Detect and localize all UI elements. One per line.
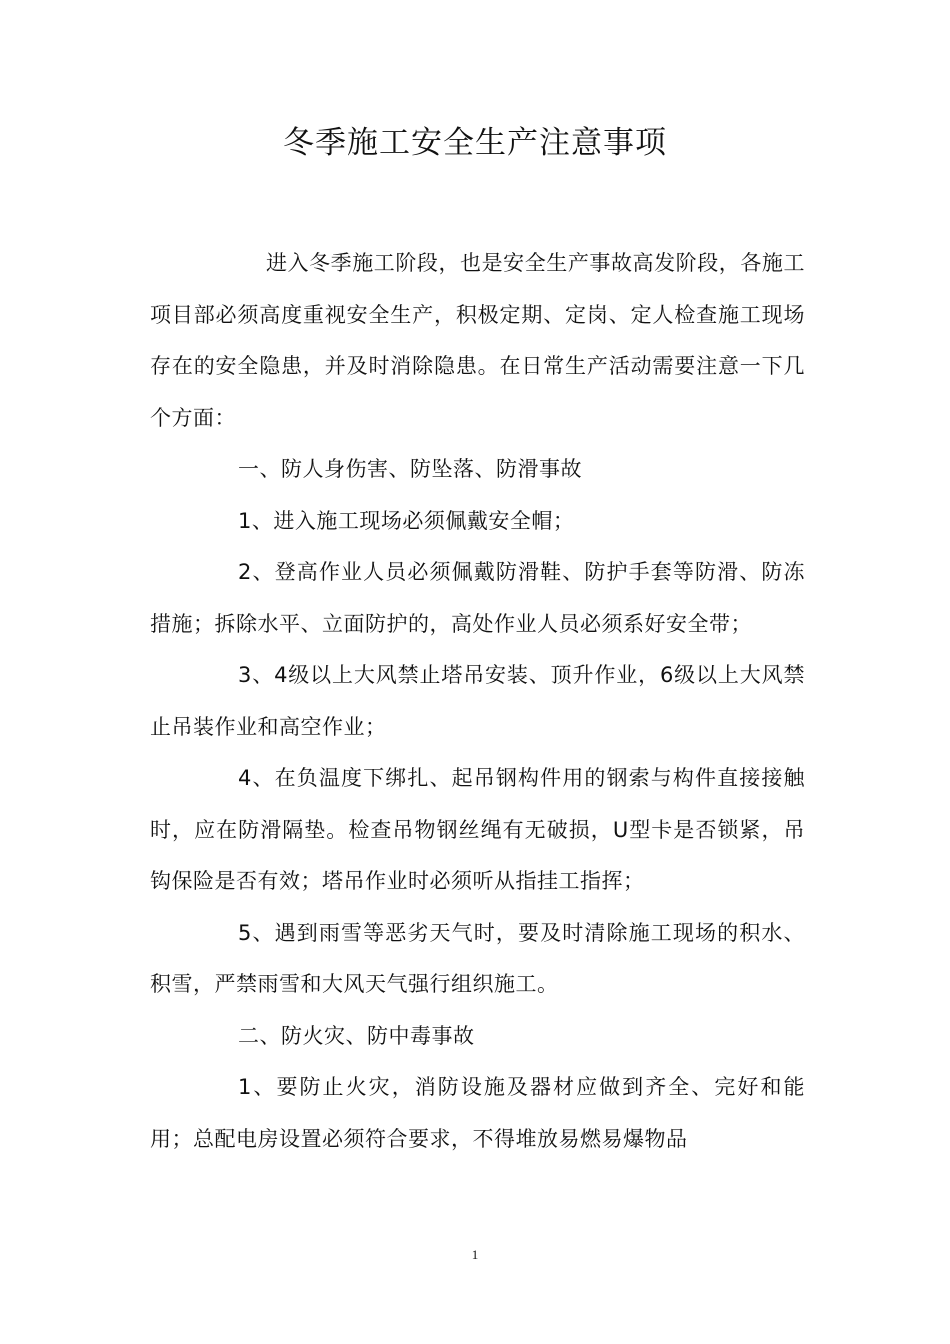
list-item-2-1: 1、要防止火灾，消防设施及器材应做到齐全、完好和能用；总配电房设置必须符合要求，不得堆放易燃易爆物品 (150, 1075, 805, 1151)
section-heading-1: 一、防人身伤害、防坠落、防滑事故 (238, 457, 582, 481)
document-body (150, 238, 805, 1165)
page-number: 1 (471, 1247, 479, 1262)
list-item-1-1: 1、进入施工现场必须佩戴安全帽； (238, 508, 575, 533)
list-item-1-3: 3、4级以上大风禁止塔吊安装、顶升作业，6级以上大风禁止吊装作业和高空作业； (150, 663, 805, 739)
list-item-1-2: 2、登高作业人员必须佩戴防滑鞋、防护手套等防滑、防冻措施；拆除水平、立面防护的，高处作业人员必须系好安全带； (150, 560, 805, 636)
list-item-1-5: 5、遇到雨雪等恶劣天气时，要及时清除施工现场的积水、积雪，严禁雨雪和大风天气强行组织施工。 (150, 920, 805, 996)
list-item-1-4: 4、在负温度下绑扎、起吊钢构件用的钢索与构件直接接触时，应在防滑隔垫。检查吊物钢丝绳有无破损，U型卡是否锁紧，吊钩保险是否有效；塔吊作业时必须听从指挂工指挥； (150, 766, 805, 893)
intro-paragraph: 进入冬季施工阶段，也是安全生产事故高发阶段，各施工项目部必须高度重视安全生产，积极定期、定岗、定人检查施工现场存在的安全隐患，并及时消除隐患。在日常生产活动需要注意一下几个方面： (150, 251, 805, 430)
section-heading-2: 二、防火灾、防中毒事故 (238, 1023, 475, 1048)
document-title: 冬季施工安全生产注意事项 (283, 125, 667, 161)
